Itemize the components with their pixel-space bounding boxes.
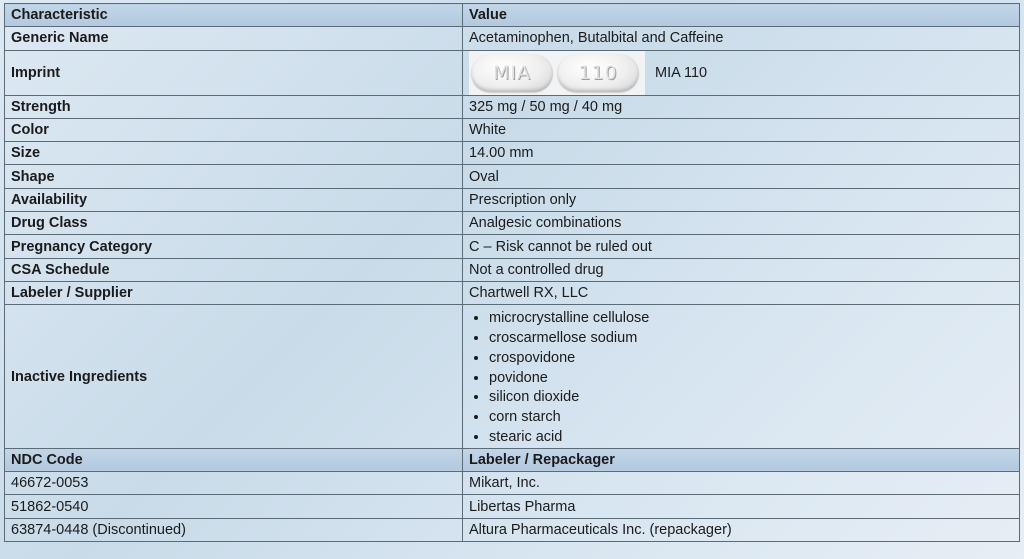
table-row <box>5 258 1020 281</box>
list-item: • croscarmellose sodium <box>489 329 1013 349</box>
imprint-text: MIA 110 <box>655 64 708 81</box>
list-item: • microcrystalline cellulose <box>489 309 1013 329</box>
table-row-imprint <box>5 50 1020 95</box>
row-value: C – Risk cannot be ruled out <box>463 235 1020 258</box>
ndc-header-row <box>5 448 1020 471</box>
row-label: Availability <box>5 188 463 211</box>
row-value: Acetaminophen, Butalbital and Caffeine <box>463 27 1020 50</box>
table-row <box>5 165 1020 188</box>
row-label: Size <box>5 142 463 165</box>
row-label: Imprint <box>5 50 463 95</box>
table-row <box>5 472 1020 495</box>
ndc-labeler: Mikart, Inc. <box>463 472 1020 495</box>
ndc-code: 63874-0448 (Discontinued) <box>5 518 463 541</box>
table-row <box>5 142 1020 165</box>
list-item: • silicon dioxide <box>489 388 1013 408</box>
row-label: Inactive Ingredients <box>5 305 463 449</box>
row-label: Drug Class <box>5 212 463 235</box>
pill-back-icon: 110 <box>557 54 639 92</box>
ndc-code: 46672-0053 <box>5 472 463 495</box>
ingredients-cell <box>463 305 1020 449</box>
drug-info-table <box>4 3 1020 542</box>
table-row <box>5 495 1020 518</box>
ndc-labeler: Altura Pharmaceuticals Inc. (repackager) <box>463 518 1020 541</box>
table-row <box>5 118 1020 141</box>
pill-image <box>469 51 645 95</box>
row-label: Color <box>5 118 463 141</box>
header-characteristic: Characteristic <box>5 4 463 27</box>
row-value: Oval <box>463 165 1020 188</box>
table-row <box>5 188 1020 211</box>
list-item: • crospovidone <box>489 349 1013 369</box>
table-row <box>5 281 1020 304</box>
row-label: Pregnancy Category <box>5 235 463 258</box>
ingredients-list <box>469 309 1013 448</box>
table-row <box>5 518 1020 541</box>
row-label: Strength <box>5 95 463 118</box>
row-value: Analgesic combinations <box>463 212 1020 235</box>
table-header-row <box>5 4 1020 27</box>
ndc-labeler: Libertas Pharma <box>463 495 1020 518</box>
row-label: CSA Schedule <box>5 258 463 281</box>
table-row <box>5 212 1020 235</box>
table-row <box>5 235 1020 258</box>
row-value: 14.00 mm <box>463 142 1020 165</box>
row-value: Prescription only <box>463 188 1020 211</box>
row-value: Chartwell RX, LLC <box>463 281 1020 304</box>
header-ndc-code: NDC Code <box>5 448 463 471</box>
pill-front-icon: MIA <box>471 54 553 92</box>
header-value: Value <box>463 4 1020 27</box>
header-labeler: Labeler / Repackager <box>463 448 1020 471</box>
row-value: White <box>463 118 1020 141</box>
list-item: • stearic acid <box>489 428 1013 448</box>
table-row <box>5 95 1020 118</box>
row-label: Generic Name <box>5 27 463 50</box>
row-value: 325 mg / 50 mg / 40 mg <box>463 95 1020 118</box>
list-item: • povidone <box>489 369 1013 389</box>
row-value-imprint <box>463 50 1020 95</box>
row-label: Shape <box>5 165 463 188</box>
table-row <box>5 27 1020 50</box>
table-row-inactive-ingredients <box>5 305 1020 449</box>
list-item: • corn starch <box>489 408 1013 428</box>
ndc-code: 51862-0540 <box>5 495 463 518</box>
row-label: Labeler / Supplier <box>5 281 463 304</box>
row-value: Not a controlled drug <box>463 258 1020 281</box>
